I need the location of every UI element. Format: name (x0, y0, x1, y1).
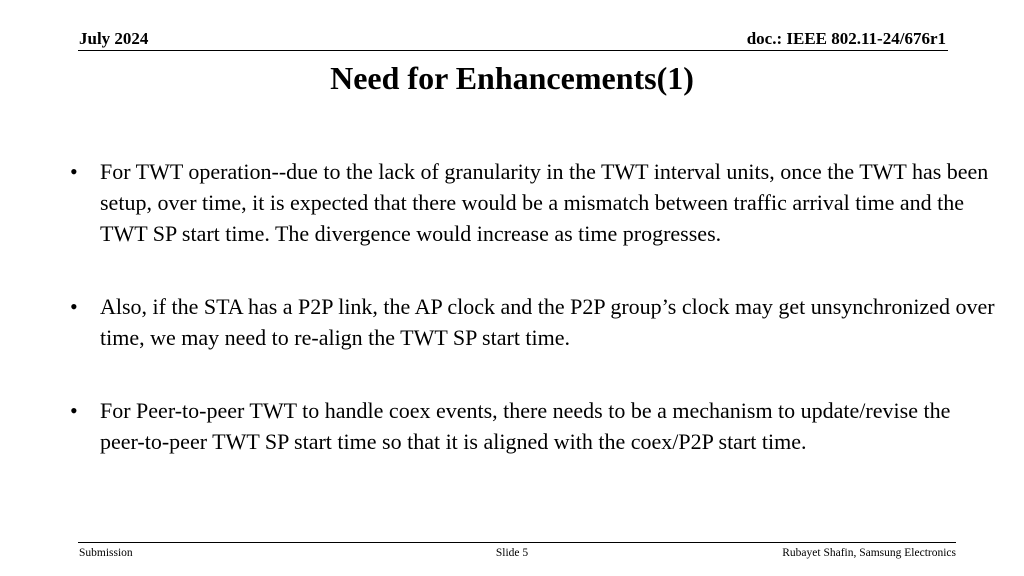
footer-slide-number: Slide 5 (495, 547, 529, 559)
bullet-icon: • (70, 159, 78, 184)
bullet-item (70, 395, 1000, 457)
header-doc-id: doc.: IEEE 802.11-24/676r1 (746, 29, 946, 48)
footer-divider (78, 542, 956, 543)
bullet-icon: • (70, 294, 78, 319)
bullet-item (70, 291, 1000, 353)
bullet-text: For TWT operation--due to the lack of granularity in the TWT interval units, once the TWT has been setup, over time, it is expected that there would be a mismatch between traffic arrival time and the TWT SP start time. The divergence would increase as time progresses. (100, 159, 989, 246)
header-date: July 2024 (79, 29, 149, 48)
bullet-icon: • (70, 398, 78, 423)
header-divider (78, 50, 948, 51)
bullet-list (70, 156, 1000, 499)
bullet-text: For Peer-to-peer TWT to handle coex events, there needs to be a mechanism to update/revise the peer-to-peer TWT SP start time so that it is aligned with the coex/P2P start time. (100, 398, 951, 454)
footer-submission: Submission (79, 547, 133, 559)
slide-title: Need for Enhancements(1) (330, 60, 694, 96)
bullet-item (70, 156, 1000, 249)
footer-author: Rubayet Shafin, Samsung Electronics (782, 547, 956, 559)
bullet-text: Also, if the STA has a P2P link, the AP clock and the P2P group’s clock may get unsynchronized over time, we may need to re-align the TWT SP start time. (100, 294, 995, 350)
